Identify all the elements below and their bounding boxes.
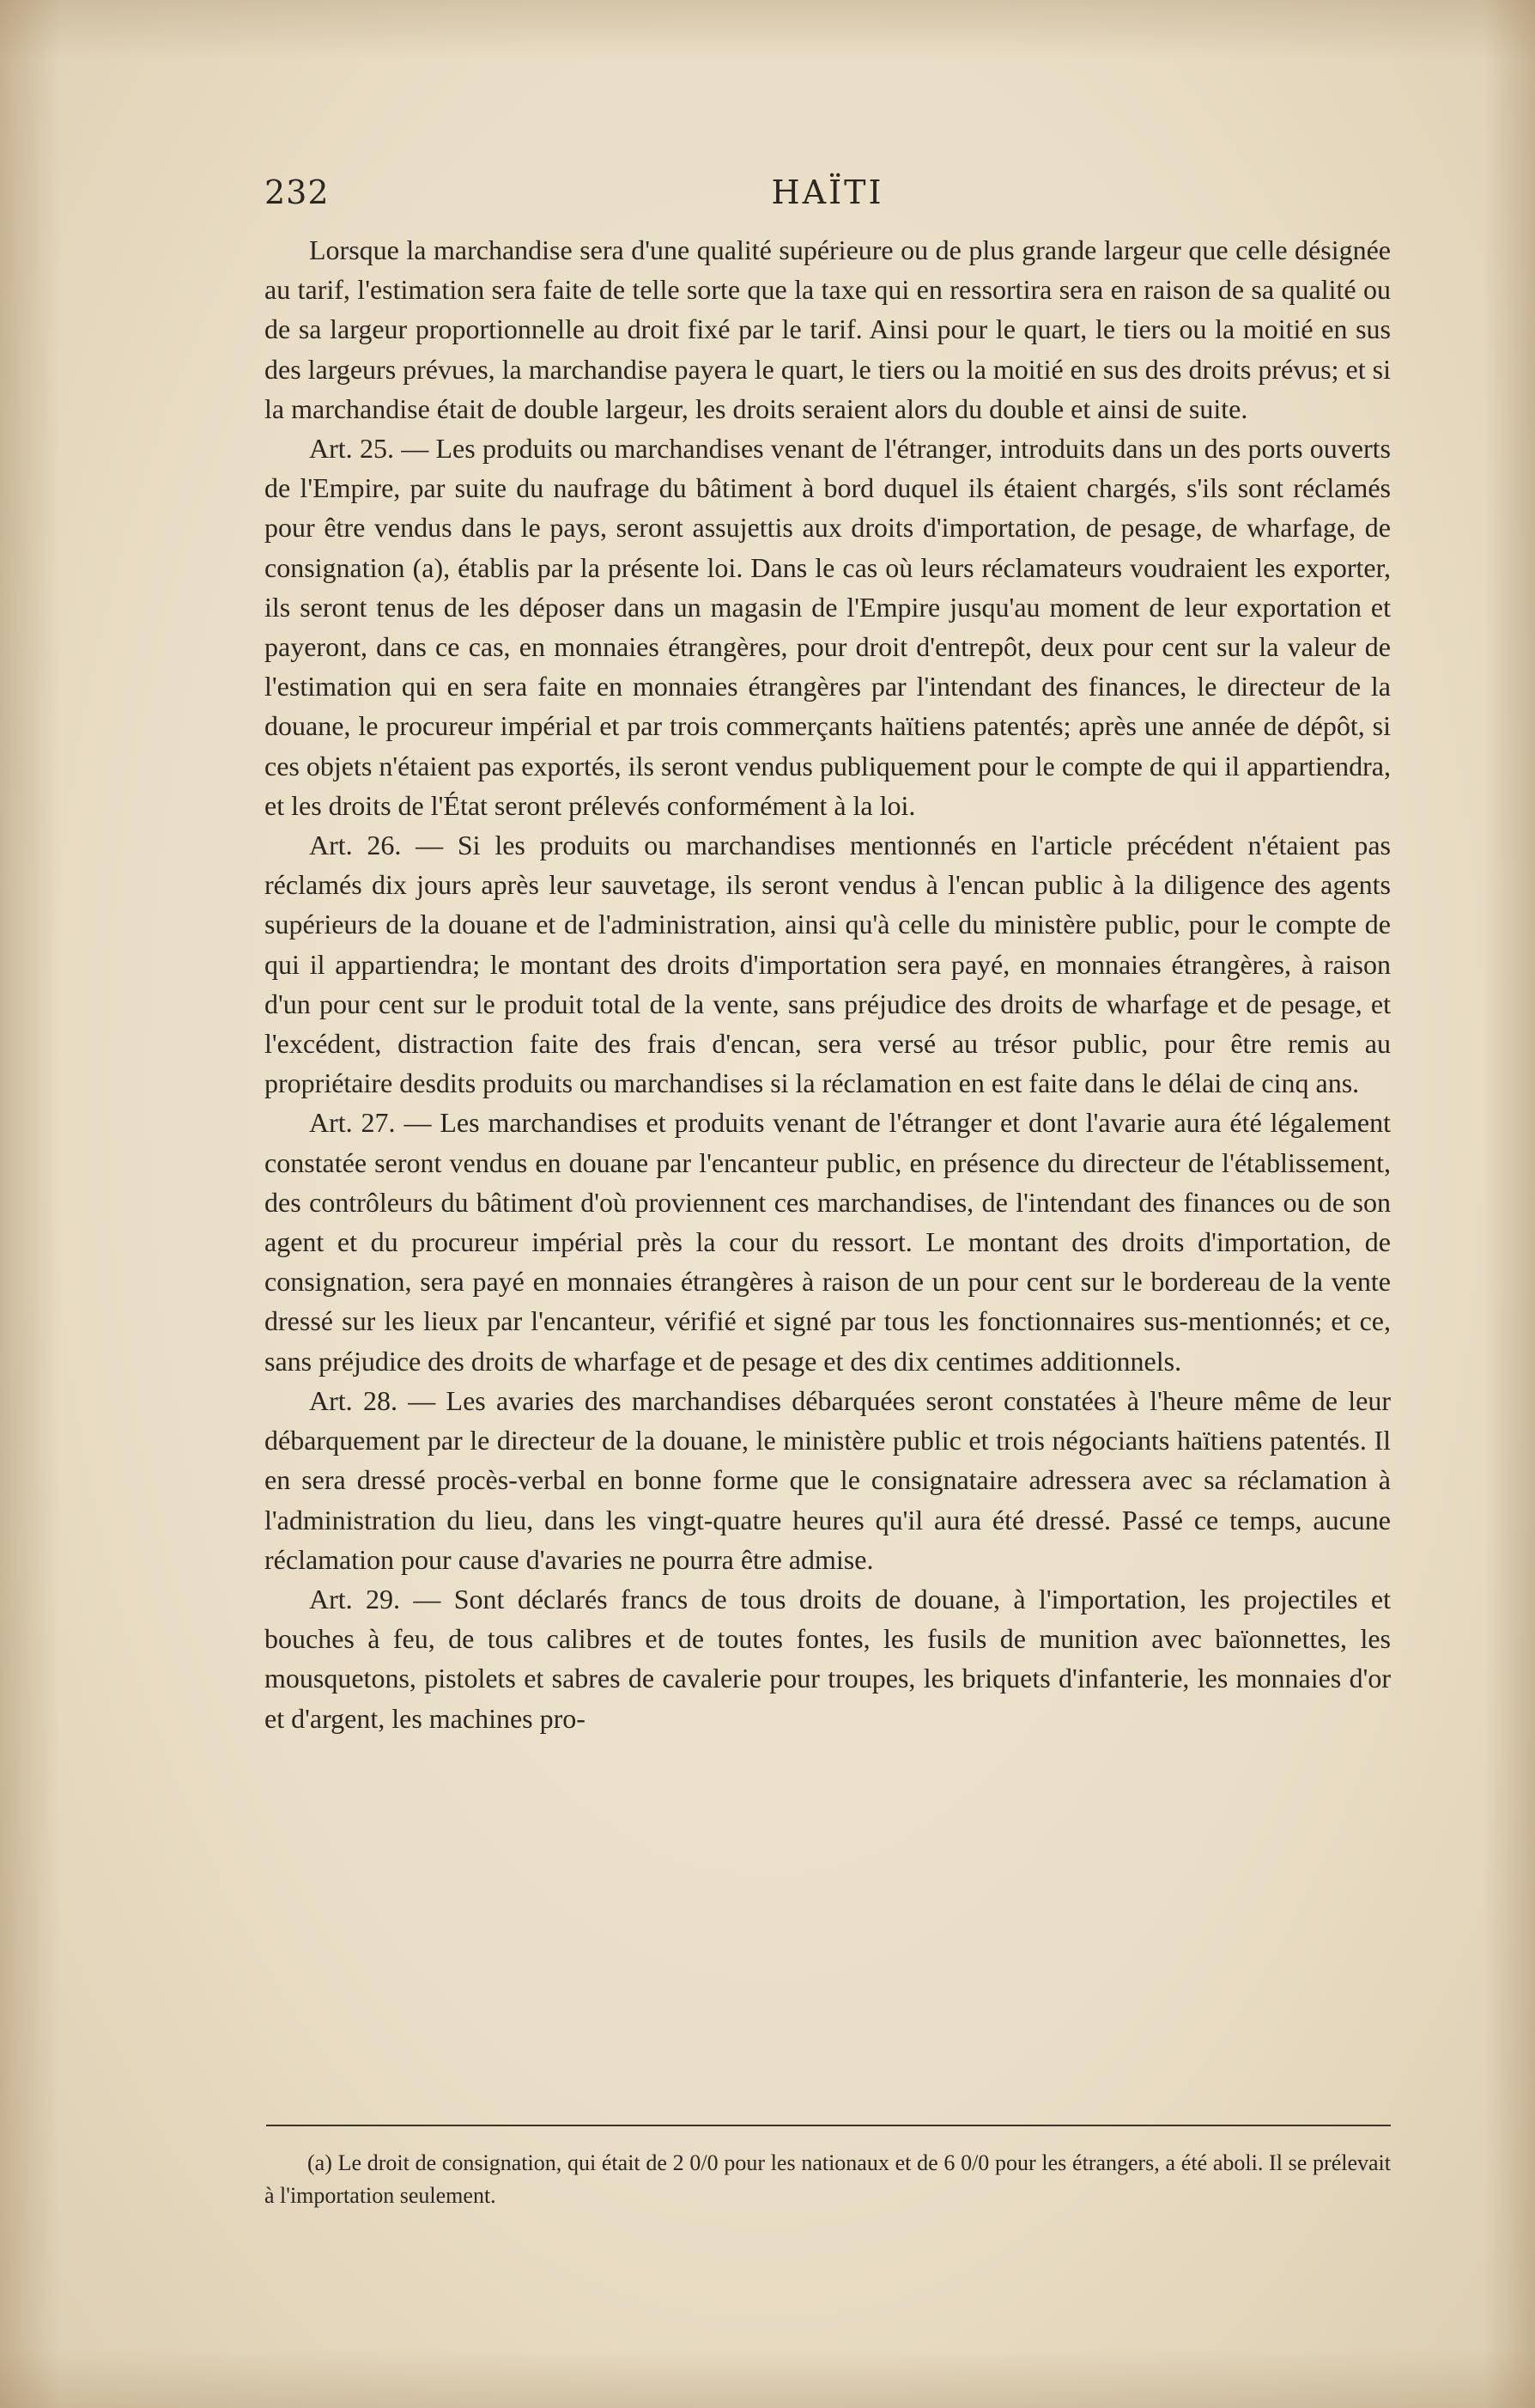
page-header — [264, 168, 1391, 220]
page-edge-shadow-bottom — [0, 2348, 1535, 2408]
paragraph-tarif: Lorsque la marchandise sera d'une qualité supérieure ou de plus grande largeur que celle désignée au tarif, l'estimation sera faite de telle sorte que la taxe qui en ressortira sera en raison de sa qualité ou de sa largeur proportionnelle au droit fixé par le tarif. Ainsi pour le quart, le tiers ou la moitié en sus des largeurs prévues, la marchandise payera le quart, le tiers ou la moitié en sus des droits prévus; et si la marchandise était de double largeur, les droits seraient alors du double et ainsi de suite. — [264, 234, 1391, 424]
paragraph-art-29: Art. 29. — Sont déclarés francs de tous droits de douane, à l'importation, les projectiles et bouches à feu, de tous calibres et de toutes fontes, les fusils de munition avec baïonnettes, les mousquetons, pistolets et sabres de cavalerie pour troupes, les briquets d'infanterie, les monnaies d'or et d'argent, les machines pro- — [264, 1583, 1391, 1734]
paragraph-art-27: Art. 27. — Les marchandises et produits venant de l'étranger et dont l'avarie aura été légalement constatée seront vendus en douane par l'encanteur public, en présence du directeur de l'établissement, des contrôleurs du bâtiment d'où proviennent ces marchandises, de l'intendant des finances ou de son agent et du procureur impérial près la cour du ressort. Le montant des droits d'importation, de consignation, sera payé en monnaies étrangères à raison de un pour cent sur le bordereau de la vente dressé sur les lieux par l'encanteur, vérifié et signé par tous les fonctionnaires sus-mentionnés; et ce, sans préjudice des droits de wharfage et de pesage et des dix centimes additionnels. — [264, 1107, 1391, 1377]
paragraph-art-25: Art. 25. — Les produits ou marchandises venant de l'étranger, introduits dans un des ports ouverts de l'Empire, par suite du naufrage du bâtiment à bord duquel ils étaient chargés, s'ils sont réclamés pour être vendus dans le pays, seront assujettis aux droits d'importation, de pesage, de wharfage, de consignation (a), établis par la présente loi. Dans le cas où leurs réclamateurs voudraient les exporter, ils seront tenus de les déposer dans un magasin de l'Empire jusqu'au moment de leur exportation et payeront, dans ce cas, en monnaies étrangères, pour droit d'entrepôt, deux pour cent sur la valeur de l'estimation qui en sera faite en monnaies étrangères par l'intendant des finances, le directeur de la douane, le procureur impérial et par trois commerçants haïtiens patentés; après une année de dépôt, si ces objets n'étaient pas exportés, ils seront vendus publiquement pour le compte de qui il appartiendra, et les droits de l'État seront prélevés conformément à la loi. — [264, 433, 1391, 821]
footnote-text: (a) Le droit de consignation, qui était de 2 0/0 pour les nationaux et de 6 0/0 pour les étrangers, a été aboli. Il se prélevait à l'importation seulement. — [264, 2150, 1391, 2208]
page-number: 232 — [264, 173, 330, 211]
running-title: HAÏTI — [771, 173, 884, 211]
page-edge-shadow-left — [0, 0, 60, 2408]
body-text — [264, 230, 1391, 1738]
page-edge-shadow-top — [0, 0, 1535, 60]
footnote-divider — [266, 2125, 1391, 2126]
page-edge-shadow-right — [1483, 0, 1535, 2408]
paragraph-art-28: Art. 28. — Les avaries des marchandises débarquées seront constatées à l'heure même de leur débarquement par le directeur de la douane, le ministère public et trois négociants haïtiens patentés. Il en sera dressé procès-verbal en bonne forme que le consignataire adressera avec sa réclamation à l'administration du lieu, dans les vingt-quatre heures qu'il aura été dressé. Passé ce temps, aucune réclamation pour cause d'avaries ne pourra être admise. — [264, 1384, 1391, 1575]
paragraph-art-26: Art. 26. — Si les produits ou marchandises mentionnés en l'article précédent n'étaient pas réclamés dix jours après leur sauvetage, ils seront vendus à l'encan public à la diligence des agents supérieurs de la douane et de l'administration, ainsi qu'à celle du ministère public, pour le compte de qui il appartiendra; le montant des droits d'importation sera payé, en monnaies étrangères, à raison d'un pour cent sur le produit total de la vente, sans préjudice des droits de wharfage et de pesage, et l'excédent, distraction faite des frais d'encan, sera versé au trésor public, pour être remis au propriétaire desdits produits ou marchandises si la réclamation en est faite dans le délai de cinq ans. — [264, 830, 1391, 1099]
footnote — [264, 2147, 1391, 2212]
